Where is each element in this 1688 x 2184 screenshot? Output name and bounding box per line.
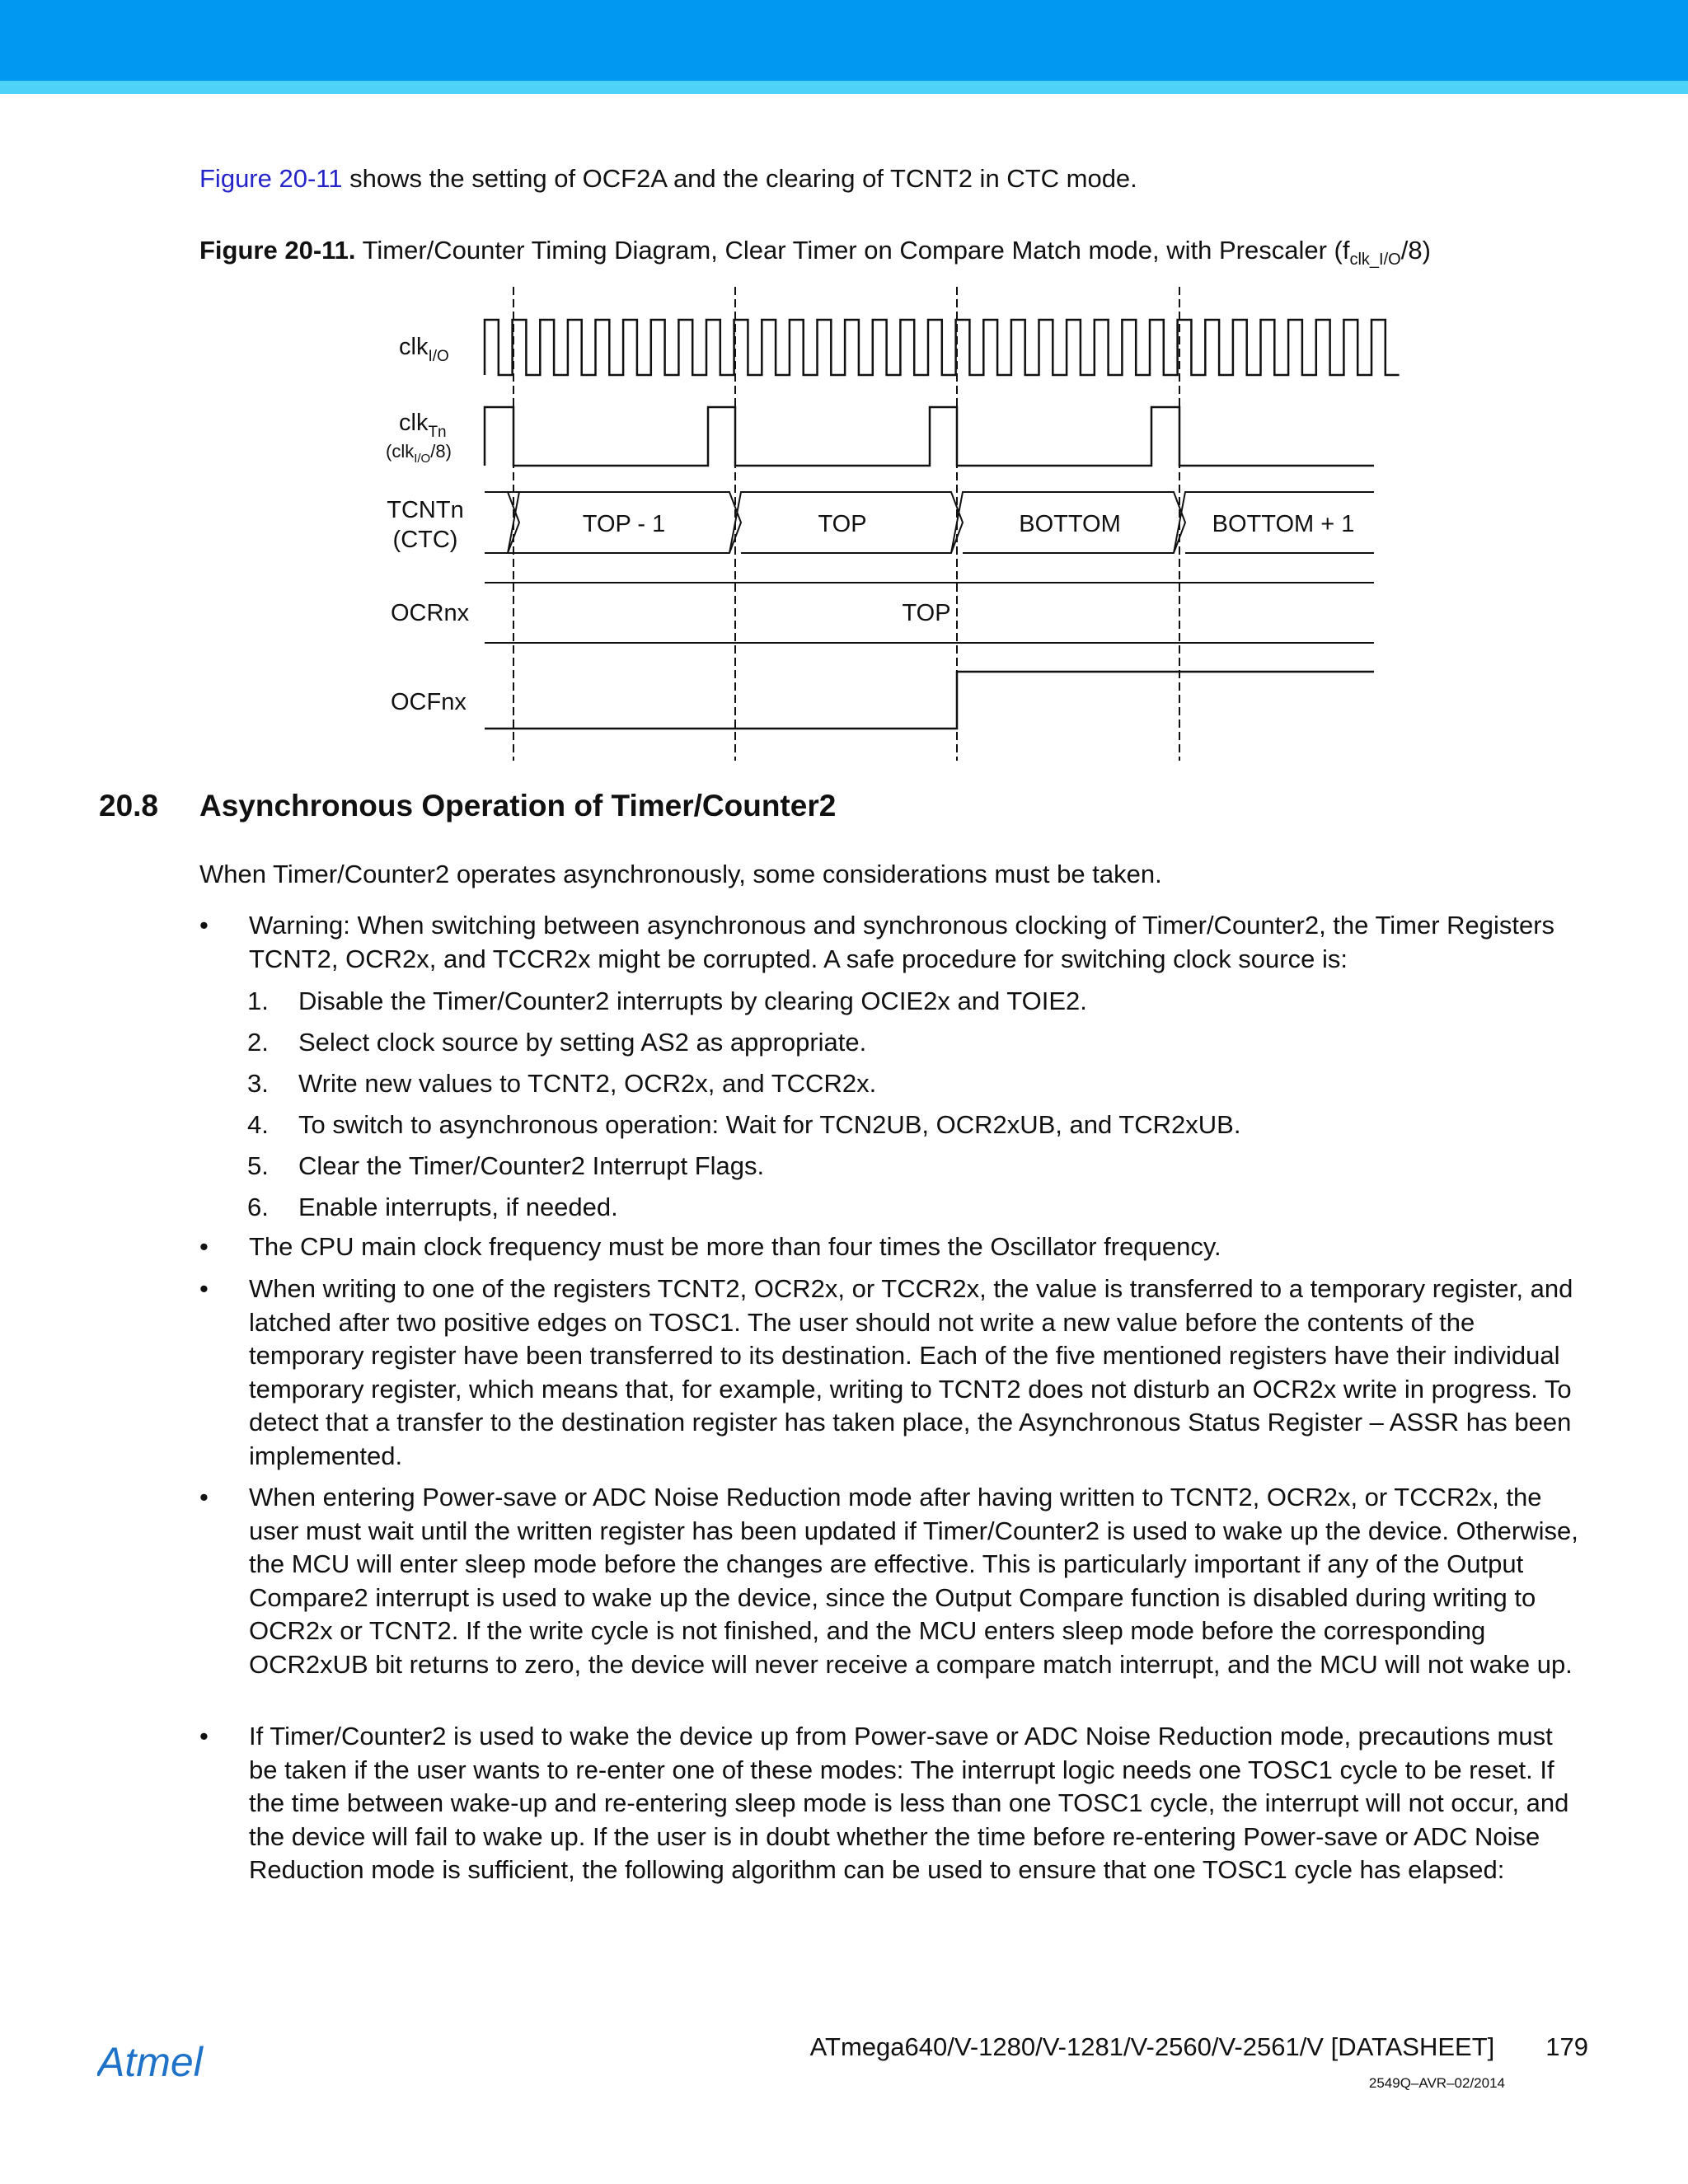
clkio-label: clk$_{I/O}$ (399, 334, 449, 365)
bullet-text: When entering Power-save or ADC Noise Reduction mode after having written to TCNT2, OCR2x, or TCCR2x, the user must wait until the written register has been updated if Timer/Counter2 is used to wake up the device. Otherwise, the MCU will enter sleep mode before the changes are effective. This is particularly important if any of the Output Compare2 interrupt is used to wake up the device, since the Output Compare function is disabled during writing to OCR2x or TCNT2. If the write cycle is not finished, and the MCU enters sleep mode before the corresponding OCR2xUB bit returns to zero, the device will never receive a compare match interrupt, and the MCU will not wake up. (249, 1483, 1578, 1679)
bullet-text: Warning: When switching between asynchronous and synchronous clocking of Timer/Counter2, the Timer Registers TCNT2, OCR2x, and TCCR2x might be corrupted. A safe procedure for switching clock source is: (249, 911, 1555, 973)
section-number: 20.8 (99, 789, 159, 823)
section-heading (99, 785, 836, 827)
bullet-text: When writing to one of the registers TCNT2, OCR2x, or TCCR2x, the value is transferred to a temporary register, and latched after two positive edges on TOSC1. The user should not write a new value before the contents of the temporary register have been transferred to its destination. Each of the five mentioned registers have their individual temporary register, which means that, for example, writing to TCNT2 does not disturb an OCR2x write in progress. To detect that a transfer to the destination register has taken place, the Asynchronous Status Register – ASSR has been implemented. (249, 1274, 1573, 1470)
atmel-logo-mark (97, 2040, 246, 2089)
footer-doc-title: ATmega640/V-1280/V-1281/V-2560/V-2561/V [DATASHEET] 179 (809, 2032, 1588, 2061)
intro-rest: shows the setting of OCF2A and the clearing of TCNT2 in CTC mode. (342, 164, 1137, 193)
figure-label: Figure 20-11. (199, 236, 356, 265)
figure-link[interactable]: Figure 20-11 (199, 164, 343, 193)
page-number: 179 (1545, 2032, 1588, 2061)
ocf-waveform (485, 672, 1374, 729)
step-item: 4. To switch to asynchronous operation: Wait for TCN2UB, OCR2xUB, and TCR2xUB. (247, 1110, 1241, 1139)
step-item: 1. Disable the Timer/Counter2 interrupts by clearing OCIE2x and TOIE2. (247, 987, 1087, 1015)
ocf-label: OCFnx (391, 689, 467, 715)
ocr-value: TOP (902, 600, 951, 626)
intro-paragraph: When Timer/Counter2 operates asynchronously, some considerations must be taken. (199, 860, 1162, 888)
bullet-text: If Timer/Counter2 is used to wake the device up from Power-save or ADC Noise Reduction mode, precautions must be taken if the user wants to re-enter one of these modes: The interrupt logic needs one TOSC1 cycle to be reset. If the time between wake-up and re-entering sleep mode is less than one TOSC1 cycle, the interrupt will not occur, and the device will fail to wake up. If the user is in doubt whether the time before re-entering Power-save or ADC Noise Reduction mode is sufficient, the following algorithm can be used to ensure that one TOSC1 cycle has elapsed: (249, 1722, 1569, 1884)
step-item: 3. Write new values to TCNT2, OCR2x, and TCCR2x. (247, 1069, 877, 1098)
step-list (247, 981, 1240, 1228)
bullet-item (199, 909, 1584, 976)
bullet-symbol: • (199, 1232, 209, 1261)
tcnt-value-4: BOTTOM + 1 (1212, 511, 1355, 537)
svg-text:Atmel: Atmel (97, 2040, 203, 2085)
bullet-symbol: • (199, 911, 209, 940)
clkio-waveform (485, 320, 1400, 375)
header-accent-band (0, 81, 1688, 94)
bullet-symbol: • (199, 1722, 209, 1750)
bullet-item (199, 1720, 1584, 1887)
tcnt-mode-label: (CTC) (392, 527, 458, 553)
atmel-logo (97, 2040, 246, 2093)
tcnt-value-1: TOP - 1 (582, 511, 666, 537)
step-item: 2. Select clock source by setting AS2 as appropriate. (247, 1028, 867, 1057)
bullet-text: The CPU main clock frequency must be more than four times the Oscillator frequency. (249, 1232, 1221, 1261)
bullet-symbol: • (199, 1274, 209, 1303)
timing-diagram (0, 280, 1688, 766)
tcnt-value-3: BOTTOM (1019, 511, 1121, 537)
section-title: Asynchronous Operation of Timer/Counter2 (199, 789, 837, 823)
step-item: 6. Enable interrupts, if needed. (247, 1193, 618, 1221)
figure-caption: Figure 20-11. Timer/Counter Timing Diagram, Clear Timer on Compare Match mode, with Prescaler $(f_{clk\_I/O}/8)$ (199, 236, 1431, 269)
tcnt-label: TCNTn (387, 497, 464, 523)
clktn-note: (clk$_{I/O}$/8) (386, 441, 452, 466)
clktn-label: clk$_{Tn}$ (399, 410, 447, 441)
bullet-item (199, 1272, 1584, 1473)
tcnt-value-2: TOP (818, 511, 867, 537)
bullet-item (199, 1230, 1584, 1264)
ocr-label: OCRnx (391, 600, 470, 626)
footer-revision: 2549Q–AVR–02/2014 (1368, 2075, 1505, 2091)
bullet-symbol: • (199, 1483, 209, 1511)
intro-sentence (199, 162, 1137, 195)
clktn-waveform (485, 407, 1374, 466)
header-band (0, 0, 1688, 81)
bullet-item (199, 1481, 1584, 1681)
step-item: 5. Clear the Timer/Counter2 Interrupt Flags. (247, 1151, 765, 1180)
